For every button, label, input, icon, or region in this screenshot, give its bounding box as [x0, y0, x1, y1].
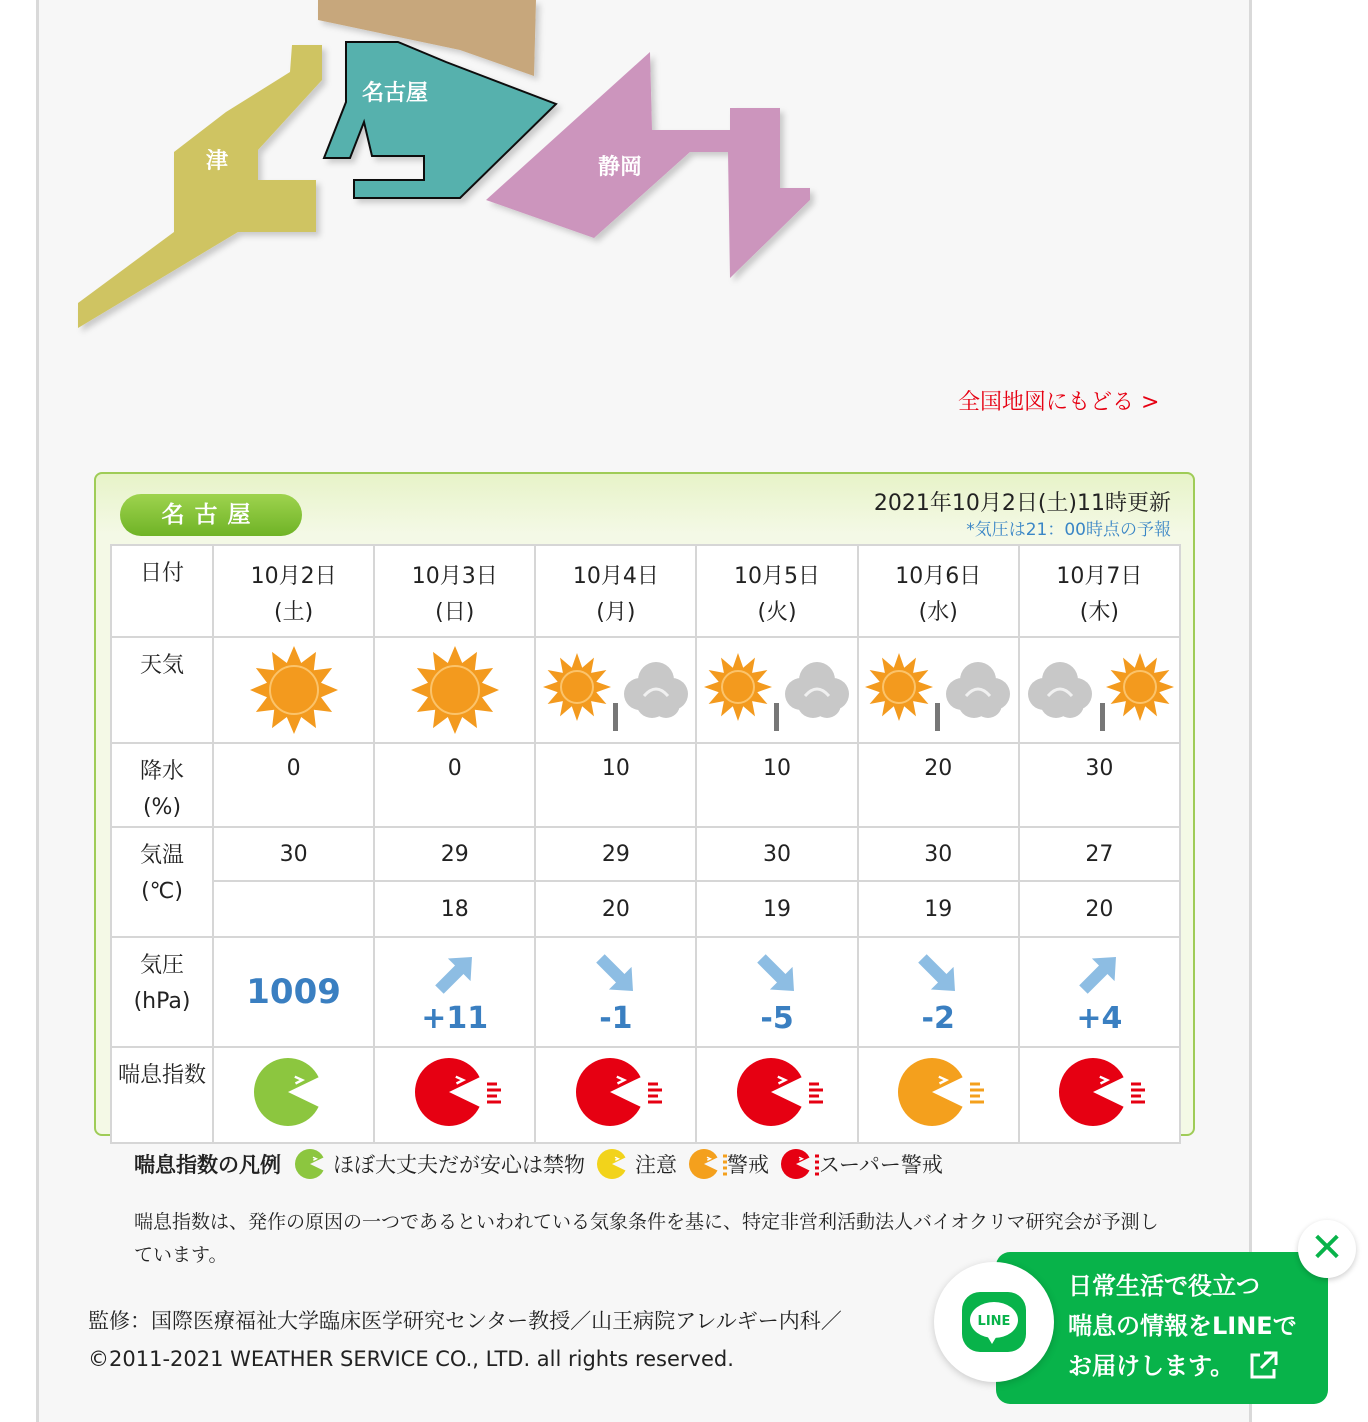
- forecast-panel: [94, 472, 1195, 1136]
- pressure-cell: [374, 937, 535, 1047]
- day-cell: [696, 545, 857, 637]
- sun-core: [1124, 671, 1156, 703]
- asthma-face-green-icon: [244, 1054, 344, 1130]
- region-label-nagoya[interactable]: 名古屋: [362, 81, 429, 106]
- weekday-label: (木): [1079, 600, 1119, 625]
- precip-value: 10: [696, 743, 857, 827]
- legend-yellow-icon: [595, 1146, 635, 1182]
- date-label: 10月4日: [572, 564, 659, 589]
- legend-item: [687, 1146, 769, 1182]
- asthma-cell: [374, 1047, 535, 1143]
- weather-cell: [213, 637, 374, 743]
- asthma-face-red-icon: [1049, 1054, 1149, 1130]
- face-shape: [898, 1058, 963, 1126]
- asthma-cell: [535, 1047, 696, 1143]
- day-cell: [374, 545, 535, 637]
- date-label: 10月3日: [411, 564, 498, 589]
- label-unit: (hPa): [133, 989, 191, 1014]
- cloudy-then-sunny-icon: [1024, 645, 1174, 735]
- arrow-up-icon: [1069, 949, 1129, 999]
- line-text-1: 日常生活で役立つ: [1068, 1272, 1260, 1300]
- pressure-diff: -2: [921, 1000, 955, 1036]
- asthma-legend: [134, 1146, 953, 1182]
- sun-core: [270, 666, 318, 714]
- precip-value: 10: [535, 743, 696, 827]
- temp-min: [213, 881, 374, 937]
- precip-value: 30: [1019, 743, 1180, 827]
- legend-label: スーパー警戒: [819, 1153, 943, 1177]
- arrow-shape: [1073, 949, 1128, 999]
- legend-label: ほぼ大丈夫だが安心は禁物: [333, 1153, 585, 1177]
- asthma-face-red-icon: [566, 1054, 666, 1130]
- region-shizuoka[interactable]: [486, 52, 810, 278]
- pressure-diff: -5: [760, 1000, 794, 1036]
- arrow-shape: [911, 949, 966, 999]
- arrow-shape: [750, 949, 805, 999]
- sunny-icon: [219, 645, 369, 735]
- arrow-down-icon: [586, 949, 646, 999]
- face-shape: [781, 1149, 810, 1179]
- region-map: [0, 0, 1368, 350]
- copyright-text: ©2011-2021 WEATHER SERVICE CO., LTD. all rights reserved.: [88, 1347, 734, 1371]
- date-row: [111, 545, 1180, 637]
- face-shape: [737, 1058, 802, 1126]
- asthma-row: [111, 1047, 1180, 1143]
- pressure-cell: [535, 937, 696, 1047]
- temp-min: 19: [696, 881, 857, 937]
- label-line: 気圧: [139, 953, 184, 978]
- legend-item: [779, 1146, 943, 1182]
- precip-value: 0: [213, 743, 374, 827]
- sun-core: [883, 671, 915, 703]
- weather-cell: [858, 637, 1019, 743]
- sunny-icon: [380, 645, 530, 735]
- temp-max: 30: [696, 827, 857, 881]
- weather-row: [111, 637, 1180, 743]
- temp-max: 30: [858, 827, 1019, 881]
- weekday-label: (水): [918, 600, 958, 625]
- line-text-2: 喘息の情報をLINEで: [1068, 1312, 1297, 1340]
- pressure-cell: [696, 937, 857, 1047]
- asthma-face-orange-icon: [888, 1054, 988, 1130]
- asthma-face-red-icon: [727, 1054, 827, 1130]
- legend-item: [595, 1146, 677, 1182]
- asthma-cell: [696, 1047, 857, 1143]
- temp-max: 29: [535, 827, 696, 881]
- sun-core: [431, 666, 479, 714]
- index-description: 喘息指数は、発作の原因の一つであるといわれている気象条件を基に、特定非営利活動法人バイオクリマ研究会が予測しています。: [134, 1211, 1159, 1266]
- line-text-3: お届けします。: [1068, 1352, 1235, 1380]
- arrow-down-icon: [747, 949, 807, 999]
- pressure-cell: [1019, 937, 1180, 1047]
- row-label-asthma: 喘息指数: [111, 1047, 213, 1143]
- forecast-table: [110, 544, 1181, 1144]
- day-cell: [1019, 545, 1180, 637]
- temp-min-row: [111, 881, 1180, 937]
- update-info: [874, 486, 1171, 540]
- back-to-national-map-link[interactable]: 全国地図にもどる >: [958, 390, 1160, 415]
- weekday-label: (日): [435, 600, 475, 625]
- credit-block: [88, 1302, 842, 1378]
- line-logo-circle[interactable]: [934, 1262, 1054, 1382]
- pressure-diff: -1: [599, 1000, 633, 1036]
- row-label-pressure: [111, 937, 213, 1047]
- asthma-cell: [1019, 1047, 1180, 1143]
- date-label: 10月5日: [734, 564, 821, 589]
- weather-cell: [1019, 637, 1180, 743]
- temp-min: 20: [1019, 881, 1180, 937]
- face-shape: [415, 1058, 480, 1126]
- sunny-then-cloudy-icon: [863, 645, 1013, 735]
- pressure-row: [111, 937, 1180, 1047]
- line-text-3-row: [1068, 1346, 1318, 1386]
- weekday-label: (月): [596, 600, 636, 625]
- legend-title: 喘息指数の凡例: [134, 1153, 281, 1177]
- day-cell: [858, 545, 1019, 637]
- temp-max: 30: [213, 827, 374, 881]
- temp-max: 27: [1019, 827, 1180, 881]
- weather-cell: [535, 637, 696, 743]
- face-shape: [1059, 1058, 1124, 1126]
- weekday-label: (火): [757, 600, 797, 625]
- line-banner-text[interactable]: [1068, 1266, 1318, 1386]
- weather-cell: [696, 637, 857, 743]
- day-cell: [213, 545, 374, 637]
- legend-orange-icon: [687, 1146, 727, 1182]
- arrow-up-icon: [425, 949, 485, 999]
- weekday-label: (土): [273, 600, 314, 625]
- row-label-date: 日付: [111, 545, 213, 637]
- legend-label: 注意: [635, 1153, 677, 1177]
- weather-cell: [374, 637, 535, 743]
- date-label: 10月2日: [250, 564, 337, 589]
- asthma-cell: [858, 1047, 1019, 1143]
- region-tsu[interactable]: [78, 45, 322, 328]
- label-unit: (℃): [141, 879, 183, 904]
- pressure-diff: +11: [421, 1000, 489, 1036]
- face-shape: [254, 1058, 319, 1126]
- day-cell: [535, 545, 696, 637]
- arrow-shape: [428, 949, 483, 999]
- face-shape: [576, 1058, 641, 1126]
- pressure-cell: [858, 937, 1019, 1047]
- sun-core: [722, 671, 754, 703]
- pressure-base-value: 1009: [246, 972, 341, 1012]
- sunny-then-cloudy-icon: [541, 645, 691, 735]
- sunny-then-cloudy-icon: [702, 645, 852, 735]
- legend-red-icon: [779, 1146, 819, 1182]
- precip-value: 0: [374, 743, 535, 827]
- face-shape: [689, 1149, 718, 1179]
- precip-value: 20: [858, 743, 1019, 827]
- sun-core: [561, 671, 593, 703]
- temp-max: 29: [374, 827, 535, 881]
- date-label: 10月6日: [895, 564, 982, 589]
- temp-max-row: [111, 827, 1180, 881]
- region-label-shizuoka[interactable]: 静岡: [598, 155, 643, 180]
- temp-min: 18: [374, 881, 535, 937]
- row-label-temp: [111, 827, 213, 937]
- asthma-cell: [213, 1047, 374, 1143]
- arrow-shape: [589, 949, 644, 999]
- legend-label: 警戒: [727, 1153, 769, 1177]
- row-label-weather: 天気: [111, 637, 213, 743]
- external-link-icon: [1246, 1349, 1280, 1383]
- supervision-text: 監修：国際医療福祉大学臨床医学研究センター教授／山王病院アレルギー内科／: [88, 1309, 842, 1333]
- line-logo-icon: [934, 1262, 1054, 1382]
- updated-timestamp: 2021年10月2日(土)11時更新: [873, 491, 1171, 516]
- label-line: 気温: [139, 843, 184, 868]
- face-shape: [597, 1149, 626, 1179]
- line-logo-text: LINE: [977, 1314, 1011, 1329]
- label-unit: (%): [142, 795, 182, 820]
- close-banner-button[interactable]: ✕: [1298, 1220, 1356, 1278]
- arrow-down-icon: [908, 949, 968, 999]
- city-badge: 名古屋: [120, 494, 302, 536]
- label-line: 降水: [139, 759, 184, 784]
- region-label-tsu[interactable]: 津: [206, 149, 229, 174]
- asthma-face-red-icon: [405, 1054, 505, 1130]
- pressure-diff: +4: [1076, 1000, 1123, 1036]
- face-shape: [295, 1149, 324, 1179]
- date-label: 10月7日: [1056, 564, 1143, 589]
- temp-min: 20: [535, 881, 696, 937]
- precip-row: [111, 743, 1180, 827]
- row-label-precip: [111, 743, 213, 827]
- legend-item: [293, 1146, 585, 1182]
- pressure-note: *気圧は21：00時点の予報: [966, 520, 1171, 540]
- legend-green-icon: [293, 1146, 333, 1182]
- temp-min: 19: [858, 881, 1019, 937]
- pressure-cell: [213, 937, 374, 1047]
